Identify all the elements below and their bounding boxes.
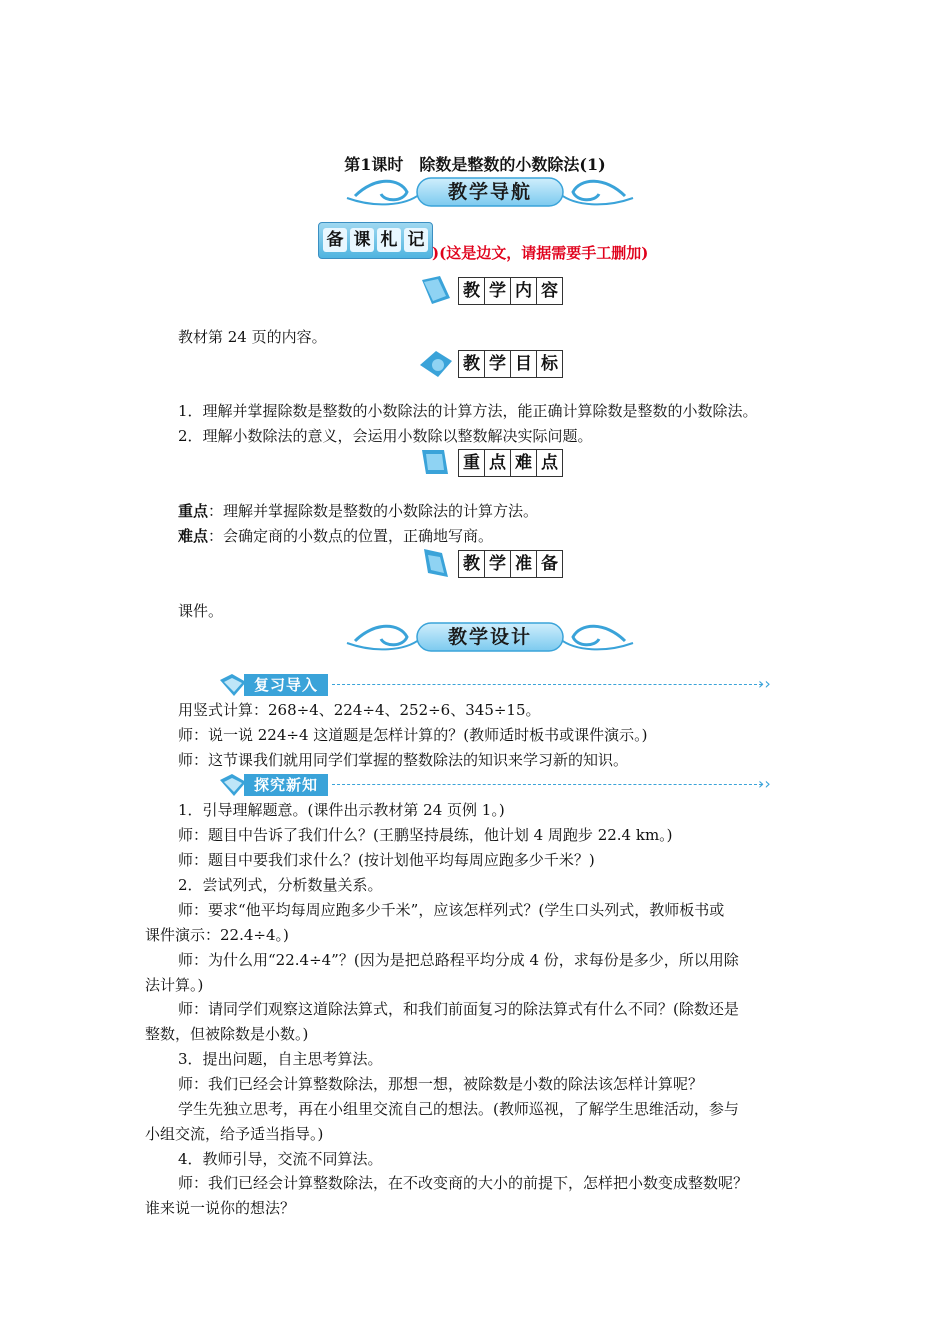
beike-char: 札 bbox=[377, 228, 401, 252]
hard-point bbox=[178, 526, 493, 546]
header-char: 准 bbox=[511, 551, 537, 577]
explore-line: 师：为什么用“22.4÷4”？(因为是把总路程平均分成 4 份，求每份是多少，所以用除 bbox=[178, 951, 739, 969]
header-char: 标 bbox=[537, 351, 562, 377]
header-char: 学 bbox=[485, 278, 511, 304]
dashed-divider bbox=[332, 684, 762, 685]
explore-line: 谁来说一说你的想法？ bbox=[145, 1199, 296, 1217]
design-banner-label: 教学设计 bbox=[447, 626, 532, 648]
explore-line: 2．尝试列式，分析数量关系。 bbox=[178, 876, 383, 894]
header-char: 内 bbox=[511, 278, 537, 304]
header-char: 学 bbox=[485, 351, 511, 377]
explore-line: 法计算。) bbox=[145, 976, 204, 994]
review-line: 师：说一说 224÷4 这道题是怎样计算的？(教师适时板书或课件演示。) bbox=[178, 726, 648, 744]
section-header-content bbox=[418, 274, 568, 306]
design-banner bbox=[345, 617, 635, 659]
explore-line: 师：题目中要我们求什么？(按计划他平均每周应跑多少千米？) bbox=[178, 851, 595, 869]
beike-char: 备 bbox=[323, 228, 347, 252]
header-char: 点 bbox=[537, 450, 562, 476]
explore-line: 3．提出问题，自主思考算法。 bbox=[178, 1050, 383, 1068]
header-char: 教 bbox=[459, 278, 485, 304]
explore-line: 师：要求“他平均每周应跑多少千米”，应该怎样列式？(学生口头列式，教师板书或 bbox=[178, 901, 725, 919]
explore-line: 课件演示：22.4÷4。) bbox=[145, 926, 289, 944]
explore-line: 1．引导理解题意。(课件出示教材第 24 页例 1。) bbox=[178, 801, 505, 819]
section-header-prep bbox=[418, 547, 568, 579]
dashed-divider bbox=[332, 784, 762, 785]
key-point-label: 重点 bbox=[178, 502, 209, 520]
beike-zhaji-badge bbox=[318, 222, 433, 259]
header-char: 教 bbox=[459, 551, 485, 577]
hard-point-label: 难点 bbox=[178, 527, 209, 545]
lesson-title: 第1课时 除数是整数的小数除法(1) bbox=[344, 155, 606, 174]
target-arrow-icon bbox=[418, 347, 454, 379]
double-chevron-icon: ›› bbox=[758, 774, 771, 793]
explore-line: 小组交流，给予适当指导。) bbox=[145, 1125, 324, 1143]
section-header-keypoints bbox=[418, 446, 568, 478]
prep-text: 课件。 bbox=[178, 602, 224, 620]
goal-item: 2．理解小数除法的意义，会运用小数除以整数解决实际问题。 bbox=[178, 427, 593, 445]
section-header-goals bbox=[418, 347, 568, 379]
review-line: 师：这节课我们就用同学们掌握的整数除法的知识来学习新的知识。 bbox=[178, 751, 629, 769]
pencil-note-icon bbox=[418, 446, 454, 478]
explore-line: 师：我们已经会计算整数除法，那想一想，被除数是小数的除法该怎样计算呢？ bbox=[178, 1075, 704, 1093]
header-char: 点 bbox=[485, 450, 511, 476]
process-header-explore bbox=[218, 772, 778, 796]
goal-item: 1．理解并掌握除数是整数的小数除法的计算方法，能正确计算除数是整数的小数除法。 bbox=[178, 402, 758, 420]
folder-icon bbox=[418, 547, 454, 579]
double-chevron-icon: ›› bbox=[758, 674, 771, 693]
explore-line: 学生先独立思考，再在小组里交流自己的想法。(教师巡视，了解学生思维活动，参与 bbox=[178, 1100, 739, 1118]
explore-label: 探究新知 bbox=[244, 774, 328, 796]
header-char: 重 bbox=[459, 450, 485, 476]
explore-line: 4．教师引导，交流不同算法。 bbox=[178, 1150, 383, 1168]
nav-banner-label: 教学导航 bbox=[447, 181, 532, 203]
header-char: 容 bbox=[537, 278, 562, 304]
book-icon bbox=[418, 274, 454, 306]
explore-line: 师：请同学们观察这道除法算式，和我们前面复习的除法算式有什么不同？(除数还是 bbox=[178, 1000, 739, 1018]
review-line: 用竖式计算：268÷4、224÷4、252÷6、345÷15。 bbox=[178, 701, 541, 719]
beike-char: 记 bbox=[404, 228, 428, 252]
header-char: 难 bbox=[511, 450, 537, 476]
explore-line: 师：我们已经会计算整数除法，在不改变商的大小的前提下，怎样把小数变成整数呢？ bbox=[178, 1174, 749, 1192]
explore-line: 师：题目中告诉了我们什么？(王鹏坚持晨练，他计划 4 周跑步 22.4 km。) bbox=[178, 826, 673, 844]
header-char: 目 bbox=[511, 351, 537, 377]
header-char: 备 bbox=[537, 551, 562, 577]
review-label: 复习导入 bbox=[244, 674, 328, 696]
header-char: 教 bbox=[459, 351, 485, 377]
process-header-review bbox=[218, 672, 778, 696]
header-char: 学 bbox=[485, 551, 511, 577]
hard-point-text: ：会确定商的小数点的位置，正确地写商。 bbox=[208, 527, 494, 545]
key-point bbox=[178, 501, 538, 521]
beike-char: 课 bbox=[350, 228, 374, 252]
content-text: 教材第 24 页的内容。 bbox=[178, 328, 327, 346]
margin-note: )(这是边文，请据需要手工删加) bbox=[432, 244, 649, 262]
nav-banner bbox=[345, 172, 635, 214]
key-point-text: ：理解并掌握除数是整数的小数除法的计算方法。 bbox=[208, 502, 539, 520]
explore-line: 整数，但被除数是小数。) bbox=[145, 1025, 309, 1043]
